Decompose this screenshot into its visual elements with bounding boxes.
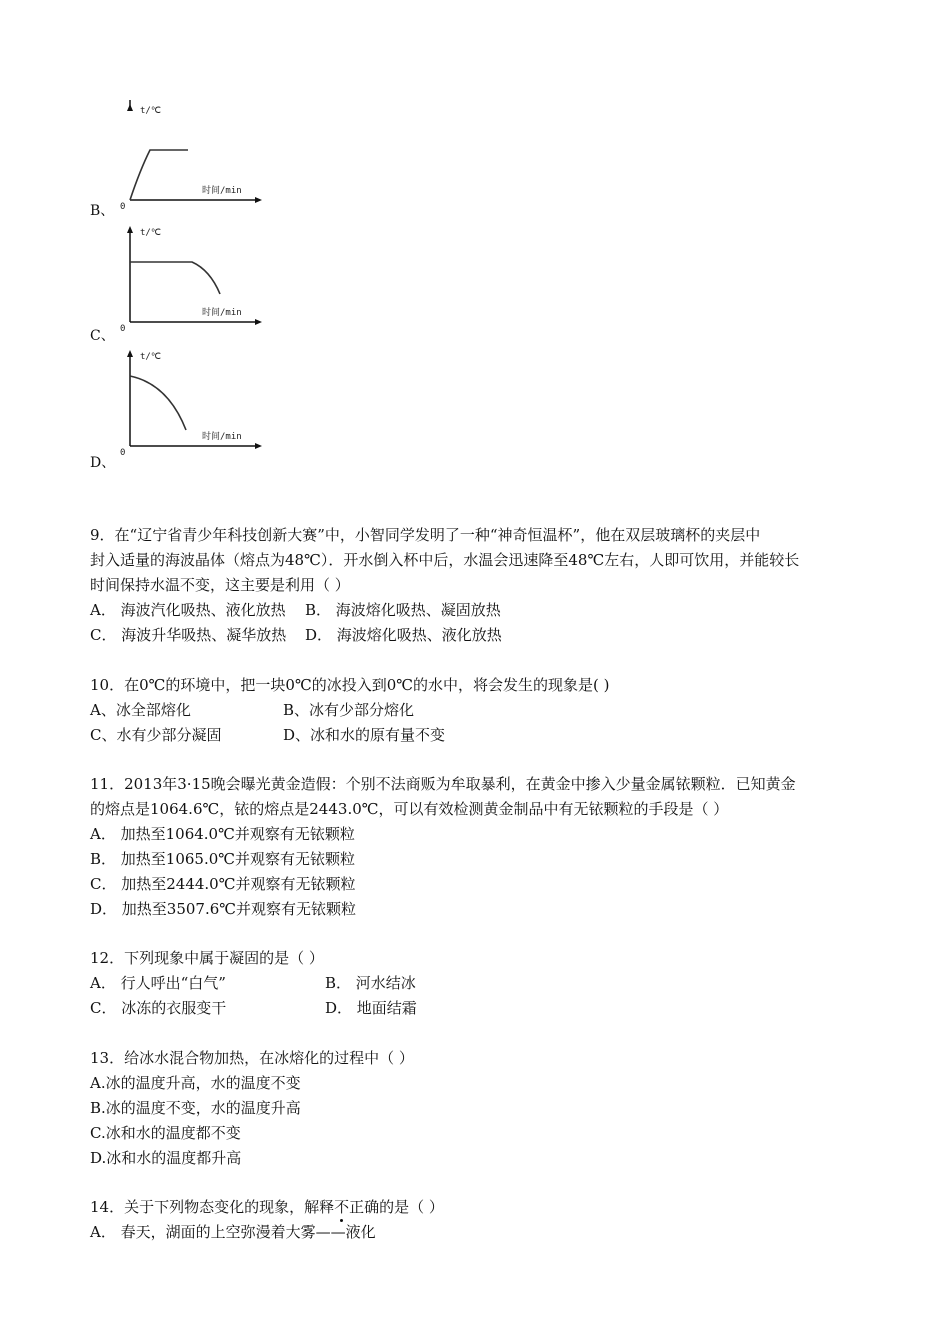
q13-stem: 13．给冰水混合物加热，在冰熔化的过程中（ ） <box>90 1049 414 1067</box>
q13-option-b: B.冰的温度不变，水的温度升高 <box>90 1099 301 1117</box>
q10-option-d: D、冰和水的原有量不变 <box>283 726 446 744</box>
q10-option-b: B、冰有少部分熔化 <box>283 701 415 719</box>
x-axis-label: 时间/min <box>202 432 242 442</box>
q11-option-d: D． 加热至3507.6℃并观察有无铱颗粒 <box>90 900 357 918</box>
x-axis-label: 时间/min <box>202 186 242 196</box>
q10-stem: 10．在0℃的环境中，把一块0℃的冰投入到0℃的水中，将会发生的现象是( ) <box>90 676 610 694</box>
graph-c-option-label: C、 <box>90 328 115 344</box>
q11-option-a: A． 加热至1064.0℃并观察有无铱颗粒 <box>90 825 355 843</box>
q12-option-a: A． 行人呼出“白气” <box>90 974 226 992</box>
q14-stem-before: 14．关于下列物态变化的现象，解释 <box>90 1198 335 1216</box>
q9-option-d: D． 海波熔化吸热、液化放热 <box>305 626 502 644</box>
q11-stem-line2: 的熔点是1064.6℃，铱的熔点是2443.0℃，可以有效检测黄金制品中有无铱颗粒的手段是（ ） <box>90 800 729 818</box>
q11-option-b: B． 加热至1065.0℃并观察有无铱颗粒 <box>90 850 356 868</box>
y-axis-label: t/℃ <box>140 106 161 116</box>
q14-option-a: A． 春天，湖面的上空弥漫着大雾——液化 <box>90 1223 376 1241</box>
origin-label: 0 <box>120 324 126 334</box>
y-axis-label: t/℃ <box>140 228 161 238</box>
graph-b-option-label: B、 <box>90 203 115 219</box>
q10-option-a: A、冰全部熔化 <box>90 701 191 719</box>
graph-d-option-label: D、 <box>90 455 116 471</box>
y-axis-label: t/℃ <box>140 352 161 362</box>
q14-stem-after: 正确的是（ ） <box>349 1198 444 1216</box>
q13-option-a: A.冰的温度升高，水的温度不变 <box>90 1074 301 1092</box>
q11-option-c: C． 加热至2444.0℃并观察有无铱颗粒 <box>90 875 356 893</box>
q9-stem-line1: 9．在“辽宁省青少年科技创新大赛”中，小智同学发明了一种“神奇恒温杯”，他在双层玻璃杯的夹层中 <box>90 526 761 544</box>
q9-stem-line3: 时间保持水温不变，这主要是利用（ ） <box>90 576 350 594</box>
q14-stem <box>90 1197 444 1217</box>
q12-stem: 12．下列现象中属于凝固的是（ ） <box>90 949 324 967</box>
graph-option-c <box>110 222 270 334</box>
q12-option-c: C． 冰冻的衣服变干 <box>90 999 227 1017</box>
q9-stem-line2: 封入适量的海波晶体（熔点为48℃）．开水倒入杯中后，水温会迅速降至48℃左右，人即可饮用，并能较长 <box>90 551 800 569</box>
q9-option-c: C． 海波升华吸热、凝华放热 <box>90 626 287 644</box>
q11-stem-line1: 11．2013年3·15晚会曝光黄金造假：个别不法商贩为牟取暴利，在黄金中掺入少量金属铱颗粒．已知黄金 <box>90 775 796 793</box>
q9-option-b: B． 海波熔化吸热、凝固放热 <box>305 601 501 619</box>
q13-option-c: C.冰和水的温度都不变 <box>90 1124 241 1142</box>
q12-option-d: D． 地面结霜 <box>325 999 417 1017</box>
origin-label: 0 <box>120 202 126 212</box>
graph-option-d <box>110 346 270 458</box>
origin-label: 0 <box>120 448 126 458</box>
q13-option-d: D.冰和水的温度都升高 <box>90 1149 242 1167</box>
graph-option-b <box>110 100 270 212</box>
q14-stem-emphasis: 不 <box>334 1198 350 1216</box>
x-axis-label: 时间/min <box>202 308 242 318</box>
q10-option-c: C、水有少部分凝固 <box>90 726 222 744</box>
q12-option-b: B． 河水结冰 <box>325 974 416 992</box>
q9-option-a: A． 海波汽化吸热、液化放热 <box>90 601 286 619</box>
